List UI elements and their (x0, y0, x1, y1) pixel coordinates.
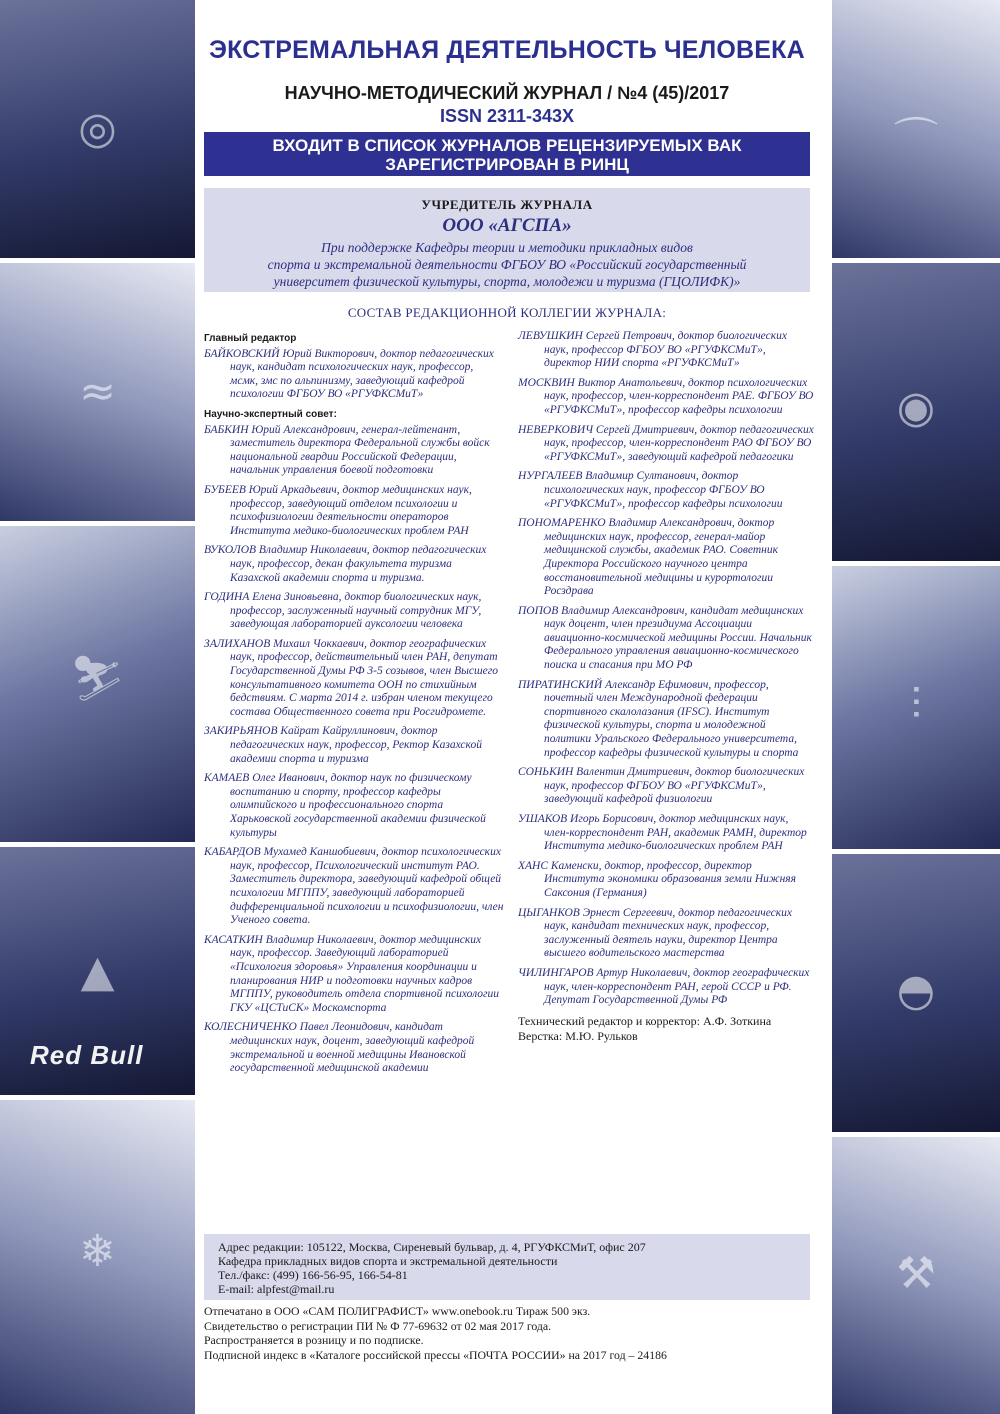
distribution-line: Распространяется в розницу и по подписке. (204, 1333, 424, 1347)
address-line: Адрес редакции: 105122, Москва, Сиреневый бульвар, д. 4, РГУФКСМиТ, офис 207 (218, 1240, 646, 1254)
board-column-1 (204, 330, 504, 1082)
phone-line: Тел./факс: (499) 166-56-95, 166-54-81 (218, 1268, 408, 1282)
board-member: ЗАЛИХАНОВ Михаил Чоккаевич, доктор географических наук, профессор, действительный член РАН, депутат Государственной Думы РФ 3-5 созывов, член Высшего консультативного комитета ООН по стихийным бедствиям. С марта 2014 г. избран членом текущего состава Общественного совета при Росгидромете. (204, 637, 499, 718)
snow-icon: ❄ (79, 1225, 116, 1277)
support-line-3: университет физической культуры, спорта, молодежи и туризма (ГЦОЛИФК)» (273, 274, 741, 289)
photo-paraglider (832, 0, 1000, 258)
ice-axe-icon: ⚒ (896, 1247, 936, 1299)
registration-line: Свидетельство о регистрации ПИ № Ф 77-69632 от 02 мая 2017 года. (204, 1318, 552, 1333)
email-line[interactable]: E-mail: alpfest@mail.ru (218, 1282, 335, 1296)
banner-line-1: ВХОДИТ В СПИСОК ЖУРНАЛОВ РЕЦЕНЗИРУЕМЫХ ВАК (272, 136, 742, 155)
board-member: ПОПОВ Владимир Александрович, кандидат медицинских наук доцент, член президиума Ассоциации авиационно-космической медицины России. Начальник Федерального управления авиационно-космического поиска и спасания при МО РФ (518, 604, 812, 672)
board-member: ХАНС Каменски, доктор, профессор, директор Института экономики образования земли Нижняя Саксония (Германия) (518, 859, 796, 899)
department-line: Кафедра прикладных видов спорта и экстремальной деятельности (218, 1254, 558, 1268)
rope-icon: ⫶ (910, 679, 922, 731)
support-line-2: спорта и экстремальной деятельности ФГБОУ ВО «Российский государственный (267, 257, 747, 272)
board-member: КОЛЕСНИЧЕНКО Павел Леонидович, кандидат медицинских наук, доцент, заведующий кафедрой экстремальной и военной медицины Ивановской государственной медицинской академии (204, 1021, 475, 1075)
kayak-icon: ≈ (79, 366, 116, 418)
helmet-icon: ◓ (896, 965, 936, 1017)
board-member: БАЙКОВСКИЙ Юрий Викторович, доктор педагогических наук, кандидат психологических наук, профессор, мсмк, змс по альпинизму, заведующий кафедрой психологии ФГБОУ ВО «РГУФКСМиТ» (204, 347, 494, 401)
council-role: Научно-экспертный совет: (204, 408, 337, 420)
layout-credit: Верстка: М.Ю. Рульков (518, 1028, 638, 1043)
board-member: КАСАТКИН Владимир Николаевич, доктор медицинских наук, профессор. Заведующий лабораторией «Психология здоровья» Управления координации и планирования НИР и подготовки научных кадров МГППУ, руководитель отдела спортивной психологии ГКУ «ЦСТиСК» Москомспорта (204, 933, 499, 1014)
board-member: КАМАЕВ Олег Иванович, доктор наук по физическому воспитанию и спорту, профессор кафедры олимпийского и профессионального спорта Харьковской государственной академии физической культуры (204, 772, 486, 839)
board-member: ГОДИНА Елена Зиновьевна, доктор биологических наук, профессор, заслуженный научный сотрудник МГУ, заведующая лабораторией ауксологии человека (204, 591, 482, 631)
printer-line: Отпечатано в ООО «САМ ПОЛИГРАФИСТ» www.onebook.ru Тираж 500 экз. (204, 1304, 591, 1318)
board-member: НУРГАЛЕЕВ Владимир Султанович, доктор психологических наук, профессор ФГБОУ ВО «РГУФКСМиТ», профессор кафедры психологии (518, 470, 783, 510)
banner-line-2: ЗАРЕГИСТРИРОВАН В РИНЦ (385, 155, 629, 174)
board-title: СОСТАВ РЕДАКЦИОННОЙ КОЛЛЕГИИ ЖУРНАЛА: (347, 305, 667, 320)
founder-heading: УЧРЕДИТЕЛЬ ЖУРНАЛА (421, 197, 593, 212)
left-photo-strip (0, 0, 195, 1414)
board-member: ЛЕВУШКИН Сергей Петрович, доктор биологических наук, профессор ФГБОУ ВО «РГУФКСМиТ», директор НИИ спорта «РГУФКСМиТ» (518, 330, 787, 370)
vak-banner (204, 132, 810, 176)
photo-rope-climber (832, 566, 1000, 849)
paraglider-icon: ⌒ (894, 114, 938, 166)
address-box (204, 1234, 810, 1300)
board-member: ЗАКИРЬЯНОВ Кайрат Кайруллинович, доктор педагогических наук, профессор, Ректор Казахской академии спорта и туризма (204, 725, 482, 765)
board-member: ЦЫГАНКОВ Эрнест Сергеевич, доктор педагогических наук, кандидат технических наук, профессор, заслуженный деятель науки, директор Центра высшего водительского мастерства (518, 906, 793, 960)
board-member: БАБКИН Юрий Александрович, генерал-лейтенант, заместитель директора Федеральной службы войск национальной гвардии Российской Федерации, начальник управления боевой подготовки (204, 423, 490, 477)
subscription-line: Подписной индекс в «Каталоге российской прессы «ПОЧТА РОССИИ» на 2017 год – 24186 (204, 1347, 667, 1362)
board-member: ВУКОЛОВ Владимир Николаевич, доктор педагогических наук, профессор, декан факультета туризма Казахской академии спорта и туризма. (204, 544, 487, 584)
photo-skier (0, 526, 195, 842)
issn: ISSN 2311-343X (439, 106, 575, 126)
board-member: УШАКОВ Игорь Борисович, доктор медицинских наук, член-корреспондент РАН, академик РАМН, директор Института медико-биологических проблем РАН (518, 813, 807, 853)
board-member: БУБЕЕВ Юрий Аркадьевич, доктор медицинских наук, профессор, заведующий отделом психологии и психофизиологии деятельности операторов Института медико-биологических проблем РАН (204, 483, 472, 537)
board-member: КАБАРДОВ Мухамед Каншобиевич, доктор психологических наук, профессор, Психологический институт РАО. Заместитель директора, заведующий кафедрой общей психологии МГППУ, заведующий лабораторией дифференциальной психологии и психофизиологии, член Ученого совета. (204, 846, 504, 927)
tech-editor: Технический редактор и корректор: А.Ф. Зоткина (518, 1013, 772, 1028)
mountain-icon: ▲ (80, 946, 115, 998)
journal-title: ЭКСТРЕМАЛЬНАЯ ДЕЯТЕЛЬНОСТЬ ЧЕЛОВЕКА (209, 36, 805, 64)
board-member: СОНЬКИН Валентин Дмитриевич, доктор биологических наук, профессор ФГБОУ ВО «РГУФКСМиТ», заведующий кафедрой физиологии (518, 766, 805, 806)
journal-subtitle: НАУЧНО-МЕТОДИЧЕСКИЙ ЖУРНАЛ / №4 (45)/2017 (284, 83, 730, 103)
board-member: ПИРАТИНСКИЙ Александр Ефимович, профессор, почетный член Международной федерации спортивного скалолазания (IFSC). Институт физической культуры, спорта и молодежной политики Уральского Федерального университета, профессор кафедры физической культуры и спорта (518, 678, 799, 759)
chief-editor-role: Главный редактор (204, 333, 297, 344)
support-line-1: При поддержке Кафедры теории и методики прикладных видов (321, 240, 693, 255)
photo-climber-face (832, 263, 1000, 561)
diver-icon: ◎ (78, 103, 117, 155)
founder-org: ООО «АГСПА» (442, 215, 572, 236)
photo-ice-climber (832, 1137, 1000, 1414)
photo-kayak (0, 263, 195, 521)
imprint (204, 1304, 810, 1362)
photo-alpinist (832, 854, 1000, 1132)
founder-box (204, 188, 810, 292)
board-member: МОСКВИН Виктор Анатольевич, доктор психологических наук, профессор, член-корреспондент РАЕ. ФГБОУ ВО «РГУФКСМиТ», профессор кафедры психологии (518, 376, 814, 416)
board-member: НЕВЕРКОВИЧ Сергей Дмитриевич, доктор педагогических наук, профессор, член-корреспондент РАО ФГБОУ ВО «РГУФКСМиТ», заведующий кафедрой педагогики (518, 423, 814, 463)
right-photo-strip (832, 0, 1000, 1414)
skier-icon: ⛷ (69, 653, 126, 705)
goggles-icon: ◉ (896, 382, 936, 434)
board-column-2 (518, 330, 814, 1044)
board-member: ЧИЛИНГАРОВ Артур Николаевич, доктор географических наук, член-корреспондент РАН, герой СССР и РФ. Депутат Государственной Думы РФ (518, 966, 810, 1007)
photo-diver (0, 0, 195, 258)
photo-freerider (0, 1100, 195, 1414)
redbull-logo: Red Bull (30, 1040, 144, 1070)
board-member: ПОНОМАРЕНКО Владимир Александрович, доктор медицинских наук, профессор, генерал-майор медицинской службы, академик РАО. Советник Директора Российского научного центра восстановительной медицины и курортологии Росздрава (518, 517, 778, 598)
